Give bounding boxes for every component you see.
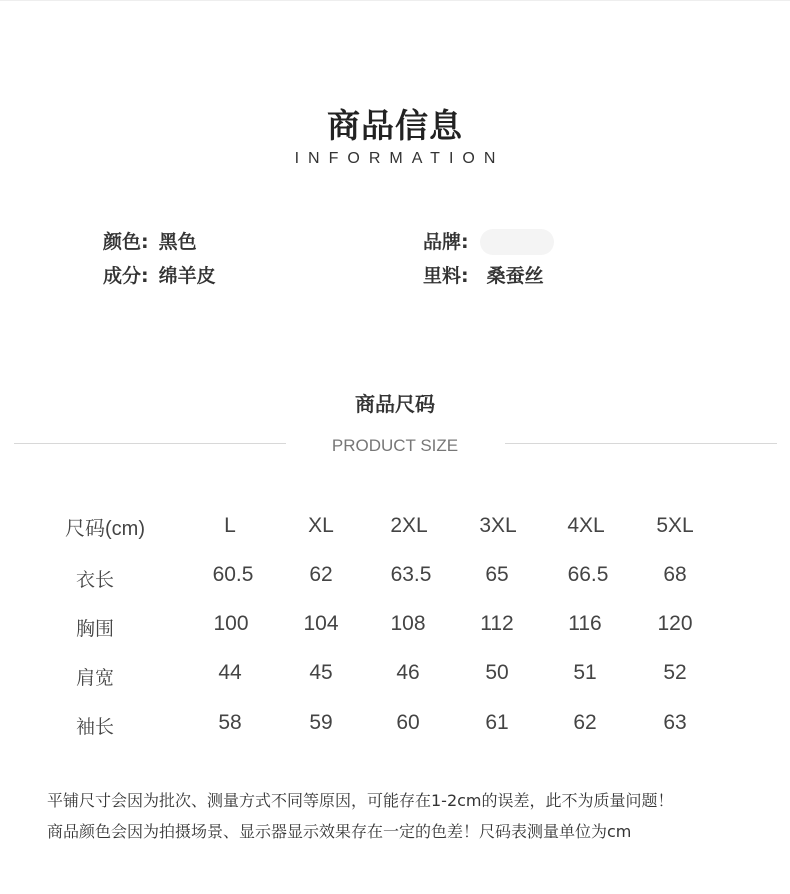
size-cell: 50 [485, 661, 509, 684]
size-row-label: 衣长 [75, 569, 115, 591]
note-measurement-error: 平铺尺寸会因为批次、测量方式不同等原因，可能存在1-2cm的误差，此不为质量问题！ [47, 791, 674, 810]
size-col-header: 5XL [656, 514, 694, 537]
size-cell: 63.5 [390, 563, 432, 586]
size-cell: 45 [309, 661, 333, 684]
size-col-header: L [224, 514, 236, 537]
size-title: 商品尺码 [355, 392, 435, 416]
attr-brand-label: 品牌: [423, 231, 469, 253]
info-subtitle: INFORMATION [294, 150, 505, 167]
size-cell: 59 [309, 711, 333, 734]
size-col-header: 3XL [479, 514, 517, 537]
attr-color-value: 黑色 [158, 231, 197, 253]
size-cell: 58 [218, 711, 242, 734]
size-cell: 62 [573, 711, 597, 734]
size-row-label: 胸围 [75, 618, 115, 640]
size-cell: 112 [480, 612, 514, 635]
size-cell: 66.5 [567, 563, 609, 586]
size-cell: 65 [485, 563, 509, 586]
info-title: 商品信息 [327, 106, 463, 145]
size-cell: 61 [485, 711, 509, 734]
size-cell: 68 [663, 563, 687, 586]
attr-lining-value: 桑蚕丝 [486, 265, 544, 287]
size-cell: 52 [663, 661, 687, 684]
attr-color-label: 颜色: [103, 231, 149, 253]
attr-material-label: 成分: [103, 265, 149, 287]
note-color-difference: 商品颜色会因为拍摄场景、显示器显示效果存在一定的色差！尺码表测量单位为cm [47, 822, 632, 841]
size-cell: 63 [663, 711, 687, 734]
size-header-label: 尺码(cm) [65, 518, 145, 540]
size-col-header: 4XL [567, 514, 605, 537]
size-subtitle: PRODUCT SIZE [331, 436, 459, 455]
attr-material-value: 绵羊皮 [158, 265, 216, 287]
size-cell: 120 [657, 612, 693, 635]
size-cell: 60.5 [212, 563, 254, 586]
size-col-header: 2XL [390, 514, 428, 537]
size-cell: 60 [396, 711, 420, 734]
size-row-label: 肩宽 [75, 667, 115, 689]
size-cell: 116 [568, 612, 602, 635]
size-cell: 46 [396, 661, 420, 684]
size-col-header: XL [308, 514, 334, 537]
size-cell: 44 [218, 661, 242, 684]
attr-lining-label: 里料: [423, 265, 469, 287]
size-cell: 100 [213, 612, 249, 635]
size-cell: 108 [390, 612, 426, 635]
size-cell: 51 [573, 661, 597, 684]
size-cell: 104 [303, 612, 339, 635]
size-row-label: 袖长 [75, 716, 115, 738]
size-cell: 62 [309, 563, 333, 586]
